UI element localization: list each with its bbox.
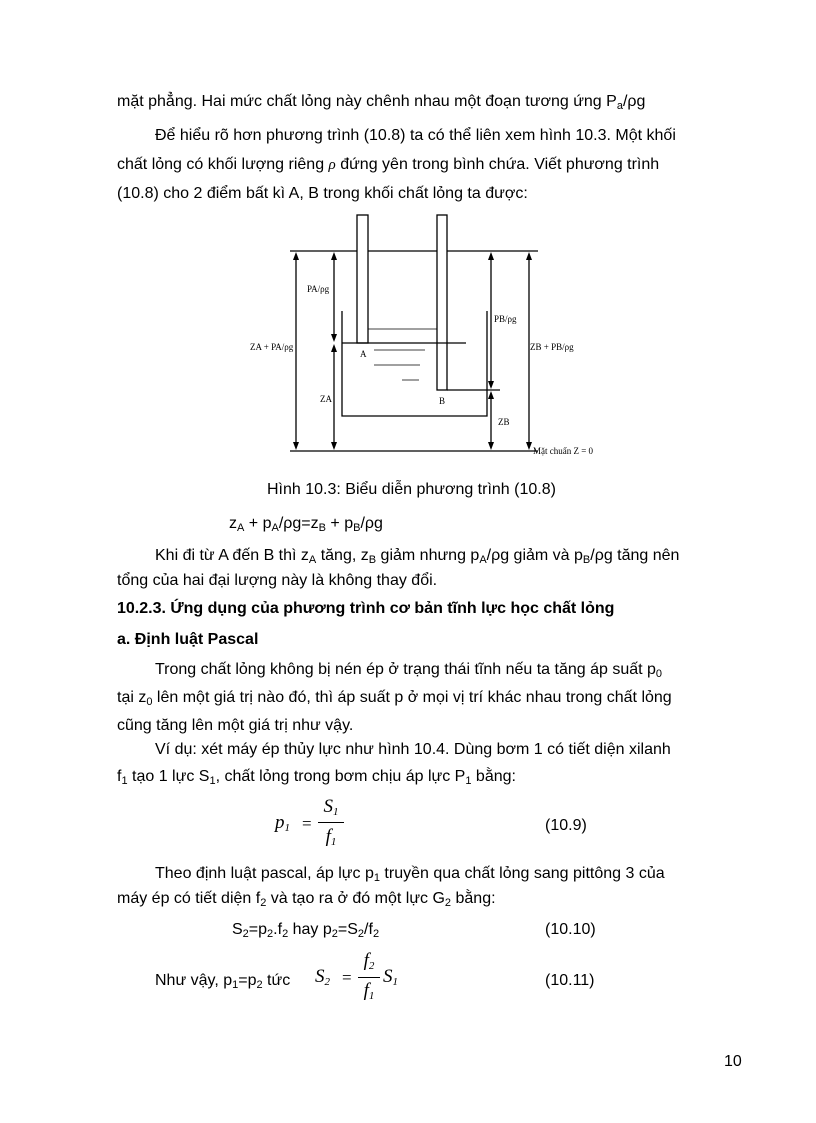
arrow-head: [293, 442, 299, 450]
paragraph-line: tổng của hai đại lượng này là không thay đổi.: [117, 572, 438, 589]
arrow-head: [526, 442, 532, 450]
paragraph-line: Trong chất lỏng không bị nén ép ở trạng thái tĩnh nếu ta tăng áp suất $p_0$: [155, 661, 663, 680]
equation-10-11-text: Như vậy, $p_1=p_2$ tức: [155, 972, 291, 991]
point-b-label: B: [439, 396, 446, 406]
arrow-head: [331, 252, 337, 260]
paragraph-line: chất lỏng có khối lượng riêng ρ đứng yên trong bình chứa. Viết phương trình: [117, 156, 660, 173]
label-za: ZA: [320, 394, 332, 404]
fraction-bar: [318, 822, 344, 823]
label-pb-rho-g: PB/ρg: [494, 314, 517, 324]
arrow-head: [331, 334, 337, 342]
paragraph-line: Theo định luật pascal, áp lực $p_1$ truyền qua chất lỏng sang pittông 3 của: [155, 865, 665, 884]
label-pa-rho-g: PA/ρg: [307, 284, 330, 294]
paragraph-line: mặt phẳng. Hai mức chất lỏng này chênh nhau một đoạn tương ứng $P_a/\rho g$: [117, 93, 646, 112]
equation-number: (10.10): [545, 921, 596, 938]
section-heading: 10.2.3. Ứng dụng của phương trình cơ bản tĩnh lực học chất lỏng: [117, 600, 615, 617]
arrow-head: [331, 344, 337, 352]
equation-number: (10.11): [545, 972, 595, 989]
equation-10-8: $z_A + p_A/\rho g=z_B + p_B/\rho g$: [229, 515, 383, 534]
paragraph-line: Ví dụ: xét máy ép thủy lực như hình 10.4. Dùng bơm 1 có tiết diện xilanh: [155, 741, 671, 758]
paragraph-line: máy ép có tiết diện $f_2$ và tạo ra ở đó một lực $G_2$ bằng:: [117, 890, 496, 909]
figure-caption: Hình 10.3: Biểu diễn phương trình (10.8): [267, 481, 556, 498]
arrow-head: [488, 391, 494, 399]
arrow-head: [488, 252, 494, 260]
arrow-head: [526, 252, 532, 260]
arrow-head: [488, 381, 494, 389]
paragraph-line: $f_1$ tạo 1 lực $S_1$, chất lỏng trong bơm chịu áp lực $P_1$ bằng:: [117, 768, 516, 787]
label-zb-plus-pb-rho-g: ZB + PB/ρg: [530, 342, 574, 352]
arrow-head: [293, 252, 299, 260]
paragraph-line: Để hiểu rõ hơn phương trình (10.8) ta có thể liên xem hình 10.3. Một khối: [155, 127, 676, 144]
point-a-label: A: [360, 349, 367, 359]
arrow-head: [331, 442, 337, 450]
paragraph-line: tại $z_0$ lên một giá trị nào đó, thì áp suất p ở mọi vị trí khác nhau trong chất lỏng: [117, 689, 672, 708]
page-number: 10: [724, 1053, 742, 1070]
equation-number: (10.9): [545, 817, 587, 834]
arrow-head: [488, 442, 494, 450]
equation-10-10: $S_2=p_2.f_2$ hay $p_2=S_2/f_2$: [232, 921, 380, 940]
paragraph-line: cũng tăng lên một giá trị như vậy.: [117, 717, 354, 734]
figure-10-3: [240, 212, 620, 462]
paragraph-line: (10.8) cho 2 điểm bất kì A, B trong khối chất lỏng ta được:: [117, 185, 528, 202]
fraction-bar: [358, 977, 380, 978]
label-za-plus-pa-rho-g: ZA + PA/ρg: [250, 342, 294, 352]
label-zb: ZB: [498, 417, 510, 427]
datum-label: Mặt chuẩn Z = 0: [533, 446, 594, 456]
subsection-heading: a. Định luật Pascal: [117, 631, 259, 648]
paragraph-line: Khi đi từ A đến B thì $z_A$ tăng, $z_B$ giảm nhưng $p_A/\rho g$ giảm và $p_B/\rho g$ tăng nên: [155, 547, 680, 566]
